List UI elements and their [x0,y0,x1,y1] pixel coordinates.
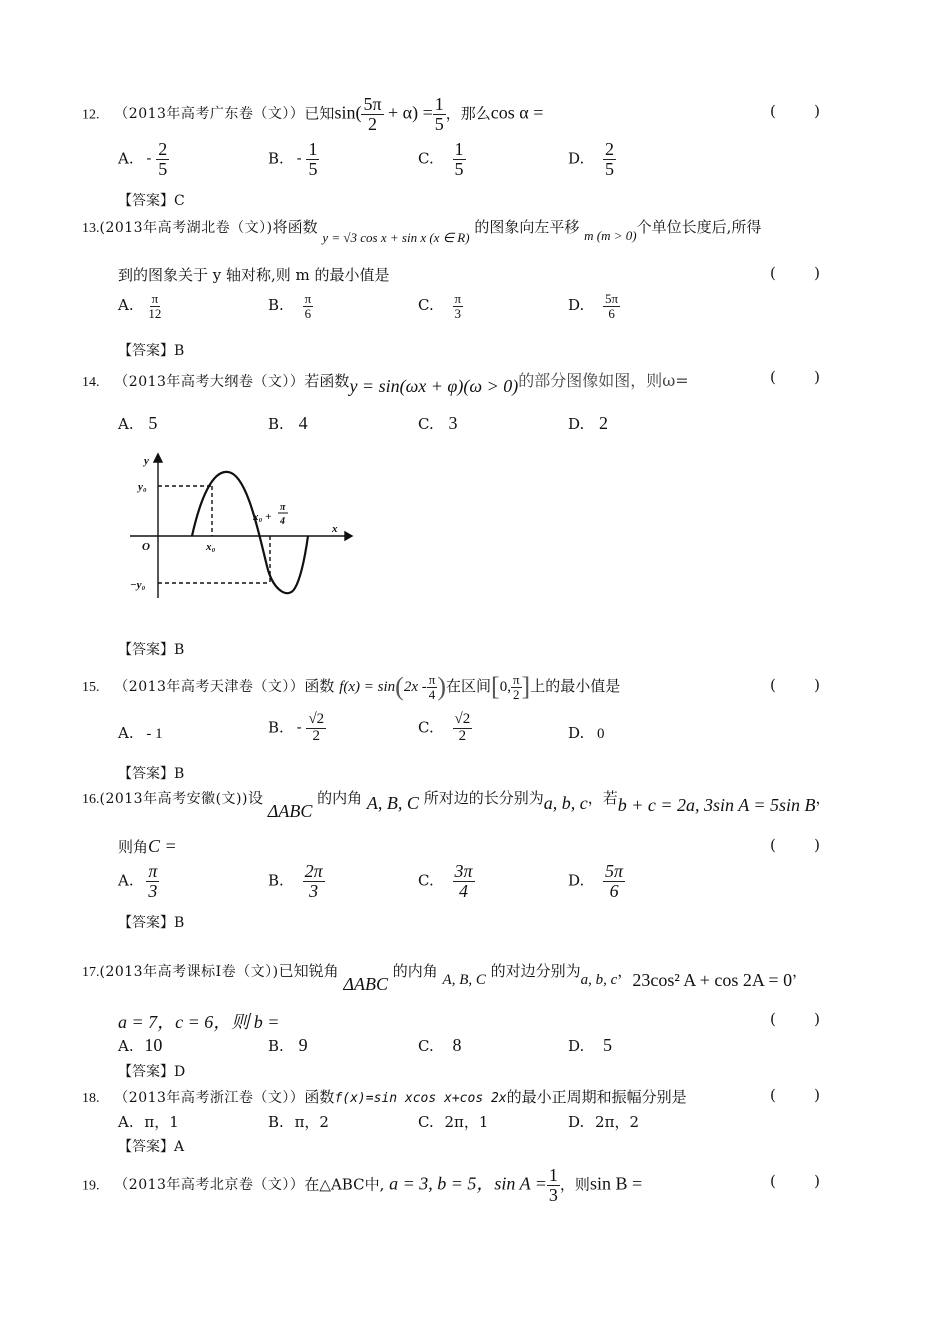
q17-option-c[interactable] [418,1035,462,1056]
option-frac-den: 3 [309,880,319,901]
option-frac-num: 1 [308,139,318,159]
q18-answer: 【答案】A [118,1139,185,1155]
graph-x-label: x [332,523,338,535]
option-label: B. [268,1113,284,1131]
q17-option-b[interactable] [268,1035,308,1056]
q14-stem [82,368,689,396]
q18-text-b: 的最小正周期和振幅分别是 [506,1088,687,1106]
q19-source: （2013年高考北京卷（文）） [114,1177,305,1194]
q12-frac2-num: 1 [434,94,444,114]
q14-text-a: 若函数 [304,372,350,390]
option-value: 2 [599,413,609,433]
q16-answer-paren[interactable] [770,836,820,854]
q16-triangle: ΔABC [267,801,313,821]
paren-open: ( [770,836,776,854]
q13-source: (2013年高考湖北卷（文）) [99,220,273,236]
option-frac-num: 5π [605,291,619,306]
q12-number: 12. [82,107,100,123]
q15-option-c[interactable] [418,712,472,745]
option-label: B. [268,415,284,433]
q13-stem [82,216,762,245]
option-value: 3 [448,413,458,433]
q18-source: （2013年高考浙江卷（文）） [114,1090,305,1106]
paren-close: ) [814,264,820,282]
option-value: 2π，2 [595,1113,639,1131]
graph-y-label: y [144,455,149,467]
q17-text-e: ， [792,962,808,980]
q18-option-b[interactable] [268,1111,329,1132]
option-frac-den: 5 [454,158,464,179]
option-label: B. [268,1037,284,1055]
option-frac-den: 2 [312,727,321,744]
option-frac-num: π [151,291,159,306]
q15-pi-2 [511,673,522,701]
q13-option-b[interactable] [268,292,313,320]
q14-option-d[interactable] [568,413,608,434]
q16-stem [82,787,831,821]
q17-abc: A, B, C [442,972,486,988]
option-sign: - [146,149,152,168]
option-frac-den: 6 [609,880,619,901]
option-label: A. [118,296,134,315]
option-label: D. [568,1113,585,1131]
q16-text-d: ，若 [587,789,618,807]
q16-option-b[interactable] [268,862,325,901]
q14-answer-paren[interactable] [770,368,820,386]
graph-y0: y₀ [138,481,147,493]
q13-number: 13. [82,221,100,236]
q13-text-b: 的图象向左平移 [474,218,580,236]
paren-close: ) [814,102,820,120]
option-value: 5 [148,413,158,433]
option-value: 4 [298,413,308,433]
q16-abc: A, B, C [366,793,419,813]
paren-close: ) [814,836,820,854]
x-axis-arrow [345,532,352,540]
q17-text-c: 的对边分别为 [490,962,581,980]
q19-number: 19. [82,1178,100,1194]
q14-sine-graph [120,450,360,610]
q13-text-a: 将函数 [272,218,318,236]
option-frac [453,712,473,745]
q16-text-c: 所对边的长分别为 [423,789,544,807]
graph-neg-y0: −y₀ [130,579,146,591]
option-frac-den: 6 [304,305,312,321]
option-frac-num: π [148,861,158,881]
q12-frac-1-5 [433,95,446,134]
option-frac [303,292,314,320]
q15-answer: 【答案】B [118,766,185,782]
q13-formula: y = √3 cos x + sin x (x ∈ R) [322,230,470,245]
q19-text-a: 在△ABC中, [304,1175,385,1194]
paren-close: ) [814,1086,820,1104]
option-frac [453,140,466,179]
q15-four: 4 [428,686,436,702]
q18-option-a[interactable] [118,1111,179,1132]
option-label: D. [568,149,585,168]
q16-line2-c: C = [148,836,177,856]
option-value: 9 [298,1035,308,1055]
option-label: D. [568,871,585,890]
q12-source: （2013年高考广东卷（文）） [114,106,305,123]
q16-option-c[interactable] [418,862,475,901]
q18-answer-paren[interactable] [770,1086,820,1104]
q18-stem [82,1086,687,1107]
q17-sides: a, b, c [580,972,618,988]
q18-formula: f(x)=sin xcos x+cos 2x [334,1091,507,1106]
option-label: A. [118,149,134,168]
q12-stem-text: 已知 [304,104,335,123]
graph-x0: x₀ [206,541,216,553]
q12-option-b[interactable] [268,140,319,179]
q15-f: f(x) = sin [339,679,396,695]
paren-open: ( [770,264,776,282]
q18-number: 18. [82,1091,100,1106]
option-frac-den: 4 [459,880,469,901]
option-label: D. [568,415,585,433]
option-value: 5 [603,1035,613,1055]
q17-source: (2013年高考课标Ⅰ卷（文）) [99,964,279,980]
paren-open: ( [770,102,776,120]
paren-open: ( [770,1172,776,1190]
q12-stem [82,95,543,134]
paren-close: ) [814,1172,820,1190]
q14-answer: 【答案】B [118,642,185,658]
q13-answer-paren[interactable] [770,264,820,282]
q12-frac2-den: 5 [434,113,444,134]
graph-four: 4 [280,516,285,527]
q12-mid: + α) = [383,102,433,123]
q17-condition: 23cos² A + cos 2A = 0 [632,970,793,990]
q16-text-e: ， [815,789,831,807]
q17-text-a: 已知锐角 [278,962,339,980]
q18-option-d[interactable] [568,1111,639,1132]
option-frac-num: π [304,291,312,306]
option-frac [146,292,163,320]
q15-option-b[interactable] [268,712,326,745]
option-value: π，2 [294,1113,329,1131]
graph-x0-plus: x₀ + [253,511,272,523]
q16-source: (2013年高考安徽(文)) [99,791,248,807]
q19-sinb: sin B = [589,1173,643,1194]
q19-stem [82,1166,642,1205]
option-frac [146,862,159,901]
option-frac-den: 6 [608,305,615,321]
option-label: C. [418,1037,434,1055]
q13-text-c: 个单位长度后,所得 [636,218,762,236]
option-value: 10 [144,1035,163,1055]
option-frac-num: 2 [158,139,168,159]
option-label: B. [268,296,284,315]
option-label: D. [568,1037,585,1055]
q15-arg: 2x - [403,679,427,695]
q15-int-2: 2 [512,686,520,702]
q12-frac-den: 2 [367,113,377,134]
option-frac-num: 1 [454,139,464,159]
option-label: A. [118,724,134,742]
q15-answer-paren[interactable] [770,676,820,694]
q16-answer: 【答案】B [118,915,185,931]
q13-line2: 到的图象关于 y 轴对称,则 m 的最小值是 [118,266,390,284]
option-value: 8 [452,1035,462,1055]
option-frac-num: 2π [304,861,323,881]
option-label: C. [418,149,434,168]
option-frac-num: 2 [605,139,615,159]
option-sign: - [296,149,302,168]
q15-number: 15. [82,680,100,695]
q14-source: （2013年高考大纲卷（文）） [114,374,305,390]
q18-text-a: 函数 [304,1088,335,1106]
q19-condition: a = 3, b = 5，sin A = [389,1173,547,1194]
option-frac [453,292,464,320]
q19-frac-den: 3 [548,1184,558,1205]
q14-option-c[interactable] [418,413,458,434]
option-label: C. [418,415,434,433]
option-frac [453,862,475,901]
q15-pi-4 [427,673,438,701]
q15-text-c: 上的最小值是 [530,677,621,695]
paren-open: ( [770,368,776,386]
q12-sin: sin( [334,102,362,123]
q19-frac-num: 1 [548,1165,558,1185]
q17-option-d[interactable] [568,1035,612,1056]
q12-post: ，那么 [445,104,491,123]
q15-int-a: 0, [499,679,511,695]
q15-source: （2013年高考天津卷（文）） [114,679,305,695]
q17-text-d: ， [617,962,633,980]
q12-option-c[interactable] [418,140,466,179]
option-sign: - [296,718,302,737]
q17-text-b: 的内角 [392,962,438,980]
option-label: A. [118,415,134,433]
q16-text-a: 设 [247,789,263,807]
q14-text-b: 的部分图像如图，则ω= [518,371,689,390]
option-label: A. [118,871,134,890]
q12-option-a[interactable] [118,140,169,179]
q18-option-c[interactable] [418,1111,488,1132]
option-value: 2π，1 [444,1113,489,1131]
q19-text-b: ，则 [559,1175,590,1194]
q15-int-pi: π [512,671,520,687]
q12-answer-paren[interactable] [770,102,820,120]
option-frac-den: 2 [458,727,467,744]
q14-option-a[interactable] [118,413,157,434]
option-label: C. [418,1113,434,1131]
option-frac-den: 3 [148,880,158,901]
paren-close: ) [814,368,820,386]
q14-option-b[interactable] [268,413,308,434]
option-label: B. [268,149,284,168]
q17-stem [82,960,808,994]
option-value: 0 [597,726,605,742]
q16-text-b: 的内角 [317,789,363,807]
graph-origin: O [142,541,150,553]
q13-option-c[interactable] [418,292,463,320]
q15-option-d[interactable] [568,724,605,743]
option-label: C. [418,871,434,890]
option-frac-num: π [454,291,462,306]
q17-answer-paren[interactable] [770,1010,820,1028]
paren-open: ( [770,1086,776,1104]
q12-frac-5pi-2 [361,95,383,134]
option-label: A. [118,1113,134,1131]
option-frac-num: 5π [605,861,624,881]
q16-option-d[interactable] [568,862,625,901]
option-label: D. [568,724,585,742]
option-label: C. [418,296,434,315]
graph-pi: π [280,502,286,513]
option-value: - 1 [146,726,163,742]
q13-m: m (m > 0) [584,228,637,243]
option-frac [603,140,616,179]
q13-answer: 【答案】B [118,343,185,359]
option-frac-num: √2 [454,711,471,727]
q16-sides: a, b, c [543,793,588,813]
q16-option-a[interactable] [118,862,159,901]
q16-condition: b + c = 2a, 3sin A = 5sin B [617,795,816,815]
y-axis-arrow [154,454,162,462]
paren-open: ( [770,1010,776,1028]
q19-answer-paren[interactable] [770,1172,820,1190]
q15-option-a[interactable] [118,724,163,743]
paren-close: ) [814,1010,820,1028]
q12-answer: 【答案】C [118,193,185,209]
q16-line2-text: 则角 [118,838,149,856]
option-value: π，1 [144,1113,179,1131]
option-frac [306,712,326,745]
paren-open: ( [770,676,776,694]
q15-pi: π [428,671,436,687]
option-label: A. [118,1037,134,1055]
q15-stem: 15. （2013年高考天津卷（文））函数 f(x) = sin(2x - $\frac{\pi}{4}$ )在区间[0, $\frac{\pi}{2}$ ]上的最小值是 [82,671,621,702]
option-frac [603,862,625,901]
option-frac-den: 5 [308,158,318,179]
q15-text-b: 在区间 [446,677,492,695]
option-frac-den: 12 [148,305,162,321]
q17-line2: a = 7，c = 6，则 b = [118,1012,280,1032]
option-frac-num: 3π [454,861,473,881]
q17-answer: 【答案】D [118,1064,186,1080]
option-label: D. [568,296,585,315]
option-frac-den: 3 [454,305,462,321]
q14-formula: y = sin(ωx + φ)(ω > 0) [349,376,519,396]
option-label: B. [268,871,284,890]
q13-option-a[interactable] [118,292,163,320]
q12-cos: cos α = [490,102,544,123]
option-frac [303,862,325,901]
q14-number: 14. [82,375,100,390]
option-frac-den: 5 [605,158,615,179]
paren-close: ) [814,676,820,694]
option-frac [306,140,319,179]
q16-number: 16. [82,792,100,807]
q17-number: 17. [82,965,100,980]
q17-triangle: ΔABC [343,974,388,994]
q12-option-d[interactable] [568,140,616,179]
q19-frac-1-3 [547,1166,560,1205]
q17-option-a[interactable] [118,1035,162,1056]
option-frac-den: 5 [158,158,168,179]
q12-frac-num: 5π [363,94,382,114]
option-frac-num: √2 [308,711,325,727]
option-label: C. [418,718,434,737]
option-frac [156,140,169,179]
q13-option-d[interactable] [568,292,620,320]
sine-curve [192,472,308,593]
q15-text-a: 函数 [304,677,335,695]
option-label: B. [268,718,284,737]
q16-line2 [118,836,177,857]
option-frac [603,292,620,320]
